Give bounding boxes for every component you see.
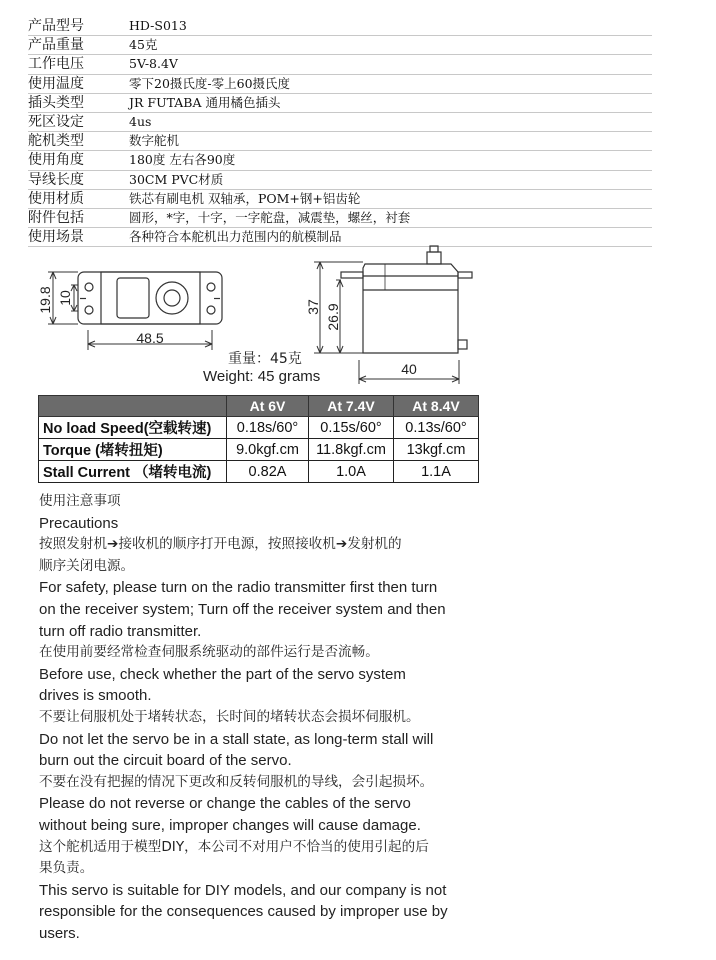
table-header-cell: At 6V [227, 396, 309, 417]
note-line: drives is smooth. [39, 687, 152, 705]
spec-key: 插头类型 [28, 94, 84, 111]
spec-value: 圆形，*字，十字，一字舵盘，减震垫，螺丝，衬套 [129, 209, 411, 225]
spec-value: HD-S013 [129, 18, 187, 33]
spec-value: 4us [129, 113, 152, 129]
spec-value: 数字舵机 [129, 133, 180, 149]
table-header-row [39, 396, 479, 417]
dim-inner-label: 10 [57, 290, 73, 306]
note-line: responsible for the consequences caused by improper use by [39, 903, 448, 921]
note-line: without being sure, improper changes will cause damage. [39, 816, 421, 834]
table-header-cell [39, 396, 227, 417]
note-line: 顺序关闭电源。 [39, 557, 135, 574]
note-line: turn off radio transmitter. [39, 622, 202, 640]
note-line: 果负责。 [39, 860, 94, 877]
table-cell: 9.0kgf.cm [227, 439, 309, 461]
table-header-cell: At 8.4V [394, 396, 479, 417]
row-label: Torque (堵转扭矩) [39, 439, 227, 461]
note-line: Before use, check whether the part of the servo system [39, 665, 406, 683]
spec-key: 使用温度 [28, 75, 84, 92]
note-line: 这个舵机适用于模型DIY，本公司不对用户不恰当的使用引起的后 [39, 838, 429, 855]
spec-key: 工作电压 [28, 56, 84, 73]
spec-key: 使用角度 [28, 152, 84, 169]
table-cell: 1.0A [309, 461, 394, 483]
dimension-drawing [0, 0, 716, 395]
precautions [39, 491, 679, 944]
spec-key: 附件包括 [28, 209, 84, 226]
table-cell: 0.18s/60° [227, 417, 309, 439]
note-line: This servo is suitable for DIY models, and our company is not [39, 881, 447, 899]
weight-en: Weight: 45 grams [203, 368, 321, 385]
note-line: users. [39, 924, 80, 942]
table-cell: 0.82A [227, 461, 309, 483]
spec-value: 各种符合本舵机出力范围内的航模制品 [129, 229, 342, 245]
row-label: No load Speed(空载转速) [39, 417, 227, 439]
spec-key: 使用场景 [28, 229, 84, 246]
spec-value: JR FUTABA 通用橘色插头 [129, 94, 281, 110]
table-cell: 0.13s/60° [394, 417, 479, 439]
spec-value: 180度 左右各90度 [129, 152, 236, 168]
note-line: on the receiver system; Turn off the receiver system and then [39, 600, 446, 618]
table-row [39, 461, 479, 483]
spec-key: 导线长度 [28, 171, 84, 188]
table-row [39, 417, 479, 439]
spec-key: 产品重量 [28, 37, 84, 54]
table-cell: 1.1A [394, 461, 479, 483]
dim-depth-label: 40 [401, 361, 417, 377]
note-line: burn out the circuit board of the servo. [39, 752, 292, 770]
note-line: 不要让伺服机处于堵转状态，长时间的堵转状态会损坏伺服机。 [39, 708, 420, 725]
row-label: Stall Current （堵转电流) [39, 461, 227, 483]
spec-value: 零下20摄氏度-零上60摄氏度 [129, 75, 291, 91]
spec-value: 5V-8.4V [129, 56, 178, 72]
table-header-cell: At 7.4V [309, 396, 394, 417]
spec-value: 45克 [129, 37, 158, 53]
table-cell: 0.15s/60° [309, 417, 394, 439]
notes-heading-cn: 使用注意事项 [39, 493, 121, 509]
note-line: Please do not reverse or change the cables of the servo [39, 795, 411, 813]
spec-key: 舵机类型 [28, 133, 84, 150]
note-line: For safety, please turn on the radio transmitter first then turn [39, 579, 438, 597]
spec-value: 30CM PVC材质 [129, 171, 224, 187]
note-line: Do not let the servo be in a stall state, as long-term stall will [39, 730, 434, 748]
servo-front-view [78, 272, 222, 324]
table-cell: 11.8kgf.cm [309, 439, 394, 461]
spec-key: 产品型号 [28, 18, 84, 34]
weight-cn: 重量：45克 [228, 351, 302, 367]
table-row [39, 439, 479, 461]
note-line: 不要在没有把握的情况下更改和反转伺服机的导线，会引起损坏。 [39, 773, 434, 790]
dim-body-height-label: 26.9 [325, 303, 341, 331]
spec-value: 铁芯有刷电机 双轴承，POM+钢+铝齿轮 [129, 190, 361, 206]
dim-width-label: 48.5 [136, 330, 164, 346]
dim-total-height-label: 37 [305, 299, 321, 315]
note-line: 在使用前要经常检查伺服系统驱动的部件运行是否流畅。 [39, 644, 379, 661]
spec-key: 使用材质 [28, 190, 84, 207]
note-line: 按照发射机➔接收机的顺序打开电源，按照接收机➔发射机的 [39, 536, 402, 553]
table-cell: 13kgf.cm [394, 439, 479, 461]
performance-table [38, 395, 479, 483]
spec-key: 死区设定 [28, 113, 84, 130]
notes-heading-en: Precautions [39, 514, 119, 532]
front-dimensions [48, 272, 212, 350]
dim-height-label: 19.8 [37, 286, 53, 314]
